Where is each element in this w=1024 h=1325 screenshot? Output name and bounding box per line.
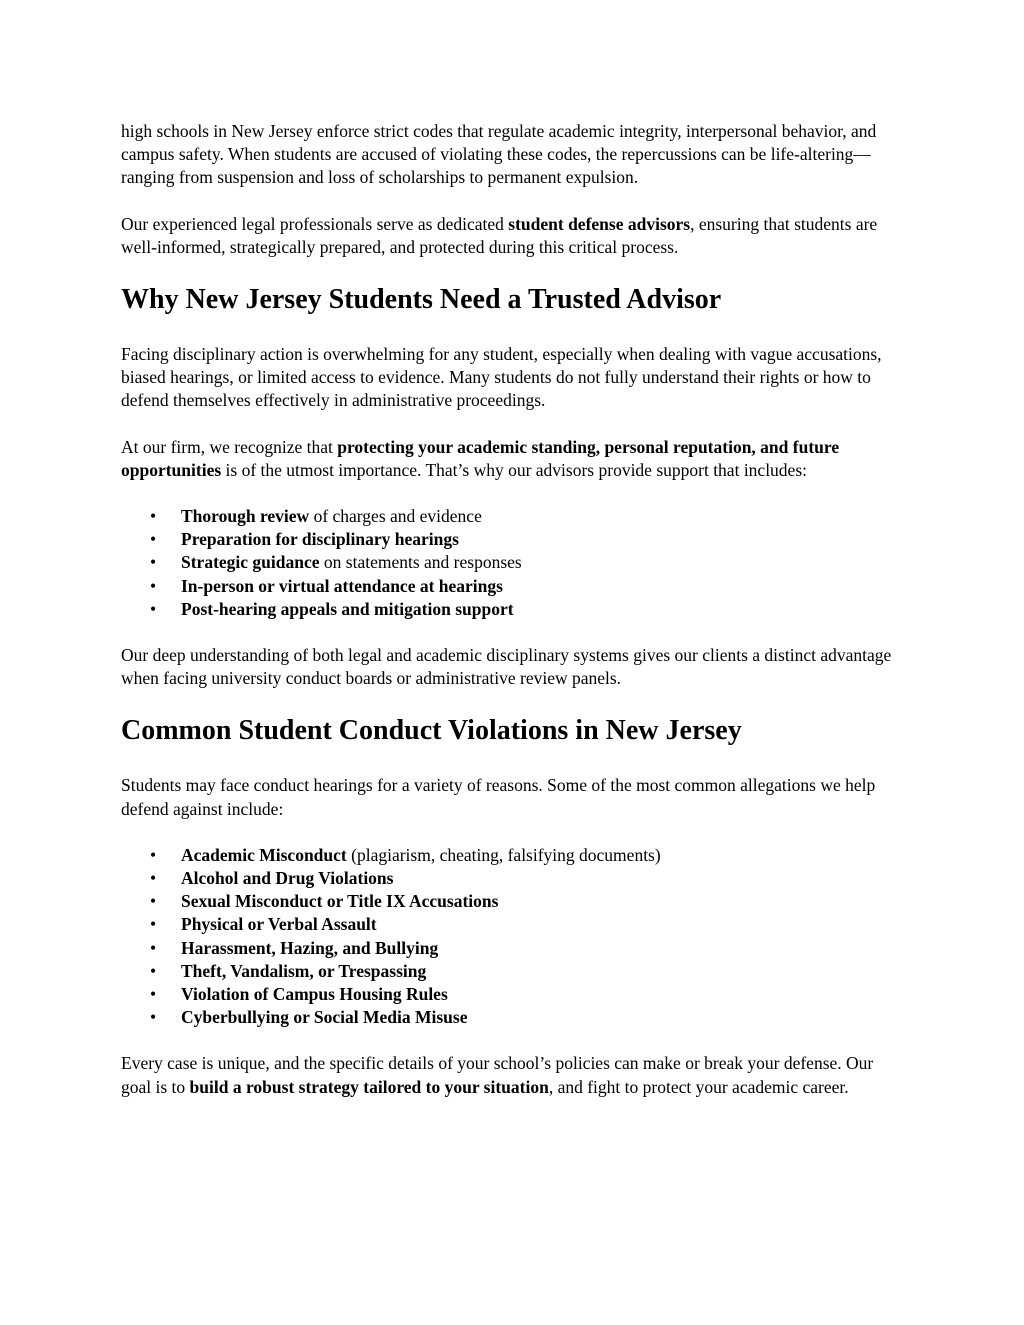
list-item-text: of charges and evidence xyxy=(309,506,482,527)
list-item-text: (plagiarism, cheating, falsifying documents) xyxy=(346,844,661,865)
list-item-bold: Preparation for disciplinary hearings xyxy=(181,529,459,550)
intro-paragraph-2 xyxy=(121,213,901,259)
list-item xyxy=(121,960,901,983)
section-1-paragraph-2 xyxy=(121,436,901,482)
intro-paragraph-2-text-end: , ensuring that students are well-informed, strategically prepared, and protected during this critical process. xyxy=(121,213,878,257)
list-item xyxy=(121,867,901,890)
list-item-bold: In-person or virtual attendance at hearings xyxy=(181,575,503,596)
list-item xyxy=(121,1006,901,1029)
list-item xyxy=(121,890,901,913)
list-item-bold: Thorough review xyxy=(181,506,310,527)
section-1-paragraph-2-text-end: is of the utmost importance. That’s why our advisors provide support that includes: xyxy=(221,459,807,480)
list-item-bold: Physical or Verbal Assault xyxy=(181,914,377,935)
list-item xyxy=(121,598,901,621)
section-2-paragraph-2-text-end: , and fight to protect your academic career. xyxy=(548,1076,849,1097)
bullet-icon: • xyxy=(150,984,157,1005)
list-item xyxy=(121,528,901,551)
list-item xyxy=(121,505,901,528)
document-page xyxy=(121,120,901,1099)
list-item xyxy=(121,937,901,960)
section-1-heading: Why New Jersey Students Need a Trusted Advisor xyxy=(121,284,722,316)
bullet-icon: • xyxy=(150,506,157,527)
list-item-bold: Strategic guidance xyxy=(181,552,320,573)
bullet-icon: • xyxy=(150,575,157,596)
bullet-icon: • xyxy=(150,844,157,865)
section-2-violations-list xyxy=(121,844,901,1030)
section-2-heading: Common Student Conduct Violations in New Jersey xyxy=(121,715,742,747)
bullet-icon: • xyxy=(150,914,157,935)
section-2-paragraph-2-bold: build a robust strategy tailored to your situation xyxy=(189,1076,549,1097)
bullet-icon: • xyxy=(150,960,157,981)
section-2-paragraph-1: Students may face conduct hearings for a variety of reasons. Some of the most common allegations we help defend against include: xyxy=(121,775,876,819)
list-item-bold: Theft, Vandalism, or Trespassing xyxy=(181,960,427,981)
section-1-paragraph-2-text: At our firm, we recognize that xyxy=(121,436,338,457)
list-item xyxy=(121,575,901,598)
section-2-paragraph-2 xyxy=(121,1052,901,1098)
section-1-support-list xyxy=(121,505,901,621)
bullet-icon: • xyxy=(150,937,157,958)
intro-paragraph-2-bold: student defense advisors xyxy=(508,213,691,234)
list-item-text: on statements and responses xyxy=(319,552,522,573)
list-item-bold: Academic Misconduct xyxy=(181,844,347,865)
intro-paragraph-2-text: Our experienced legal professionals serve as dedicated xyxy=(121,213,509,234)
list-item-bold: Harassment, Hazing, and Bullying xyxy=(181,937,439,958)
section-2-paragraph-2-text: Every case is unique, and the specific details of your school’s policies can make or break your defense. Our goal is to xyxy=(121,1053,874,1097)
list-item xyxy=(121,844,901,867)
section-1-paragraph-3: Our deep understanding of both legal and academic disciplinary systems gives our clients a distinct advantage when facing university conduct boards or administrative review panels. xyxy=(121,645,892,689)
bullet-icon: • xyxy=(150,1007,157,1028)
list-item-bold: Alcohol and Drug Violations xyxy=(181,868,394,889)
list-item-bold: Violation of Campus Housing Rules xyxy=(181,984,448,1005)
bullet-icon: • xyxy=(150,598,157,619)
intro-paragraph-1: high schools in New Jersey enforce strict codes that regulate academic integrity, interpersonal behavior, and campus safety. When students are accused of violating these codes, the repercussions can be life-altering—ranging from suspension and loss of scholarships to permanent expulsion. xyxy=(121,121,877,188)
bullet-icon: • xyxy=(150,529,157,550)
bullet-icon: • xyxy=(150,552,157,573)
list-item xyxy=(121,913,901,936)
bullet-icon: • xyxy=(150,868,157,889)
list-item-bold: Post-hearing appeals and mitigation support xyxy=(181,598,514,619)
section-1-paragraph-2-bold: protecting your academic standing, personal reputation, and future opportunities xyxy=(121,436,840,480)
list-item-bold: Cyberbullying or Social Media Misuse xyxy=(181,1007,468,1028)
section-1-paragraph-1: Facing disciplinary action is overwhelming for any student, especially when dealing with vague accusations, biased hearings, or limited access to evidence. Many students do not fully understand their rights or how to defend themselves effectively in administrative proceedings. xyxy=(121,344,882,411)
bullet-icon: • xyxy=(150,891,157,912)
list-item-bold: Sexual Misconduct or Title IX Accusations xyxy=(181,891,499,912)
list-item xyxy=(121,551,901,574)
list-item xyxy=(121,983,901,1006)
